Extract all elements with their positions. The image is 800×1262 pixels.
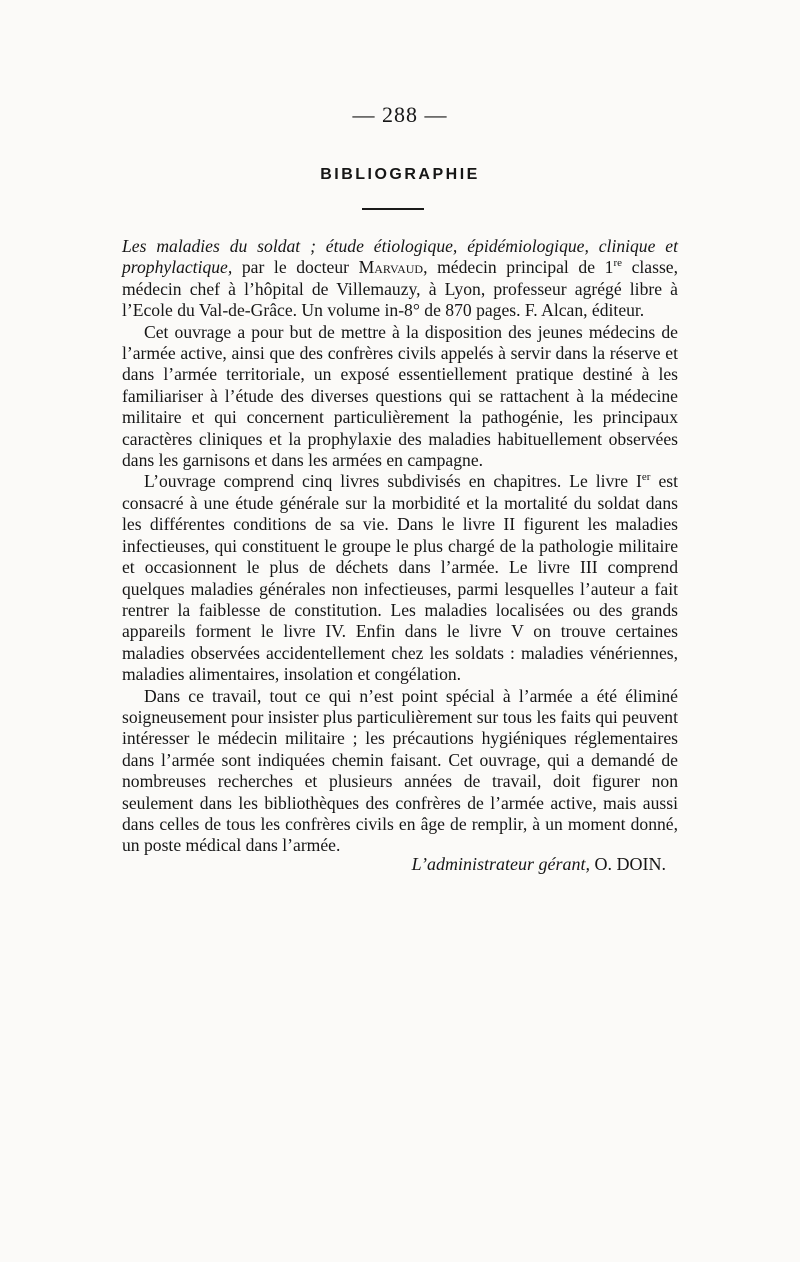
book-title: Les maladies du soldat ; étude étiologique, épidémiologique, clinique et prophylactique, <box>122 236 678 278</box>
paragraph-1: Cet ouvrage a pour but de mettre à la disposition des jeunes médecins de l’armée active, ainsi que des confrères civils appelés à servir dans la réserve et dans l’armée territoriale, un exposé essentiellement pratique destiné à les familiariser à l’étude des diverses questions qui se rattachent à la médecine militaire et qui concernent particulièrement la pathogénie, les principaux caractères cliniques et la prophylaxie des maladies habituellement observées dans les garnisons et dans les armées en campagne. <box>122 321 678 471</box>
entry-details-a: , médecin principal de 1 <box>423 257 614 278</box>
bibliography-entry <box>122 236 678 322</box>
page-number: — 288 — <box>352 102 448 127</box>
book-page <box>122 0 678 1262</box>
signature-name: O. DOIN. <box>590 854 666 874</box>
paragraph-2-a: L’ouvrage comprend cinq livres subdivisés en chapitres. Le livre I <box>144 471 642 492</box>
paragraph-2-b: est consacré à une étude générale sur la morbidité et la mortalité du soldat dans les différentes conditions de sa vie. Dans le livre II figurent les maladies infectieuses, qui constituent le groupe le plus chargé de la pathologie militaire et occasionnent le plus de déchets dans l’armée. Le livre III comprend quelques maladies générales non infectieuses, parmi lesquelles l’auteur a fait rentrer la faiblesse de constitution. Les maladies localisées ou des grands appareils forment le livre IV. Enfin dans le livre V on trouve certaines maladies observées accidentellement chez les soldats : maladies vénériennes, maladies alimentaires, insolation et congélation. <box>122 471 678 685</box>
body-text <box>122 236 678 857</box>
paragraph-3: Dans ce travail, tout ce qui n’est point spécial à l’armée a été éliminé soigneusement pour insister plus particulièrement sur tous les faits qui peuvent intéresser le médecin militaire ; les précautions hygiéniques réglementaires dans l’armée sont indiquées chemin faisant. Cet ouvrage, qui a demandé de nombreuses recherches et plusieurs années de travail, doit figurer non seulement dans les bibliothèques des confrères de l’armée active, mais aussi dans celles de tous les confrères civils en âge de remplir, à un moment donné, un poste médical dans l’armée. <box>122 685 678 856</box>
signature <box>122 854 678 875</box>
entry-details-b: classe, médecin chef à l’hôpital de Villemauzy, à Lyon, professeur agrégé libre à l’Ecole du Val-de-Grâce. Un volume in-8° de 870 pages. F. Alcan, éditeur. <box>122 257 678 321</box>
paragraph-2-sup: er <box>641 471 651 484</box>
paragraph-2 <box>122 471 678 685</box>
section-heading: BIBLIOGRAPHIE <box>320 166 480 183</box>
heading-rule <box>362 208 424 210</box>
signature-role: L’administrateur gérant, <box>411 854 590 874</box>
entry-by: par le docteur <box>232 257 359 278</box>
entry-details-sup: re <box>613 257 622 270</box>
author-name: Marvaud <box>358 257 424 278</box>
